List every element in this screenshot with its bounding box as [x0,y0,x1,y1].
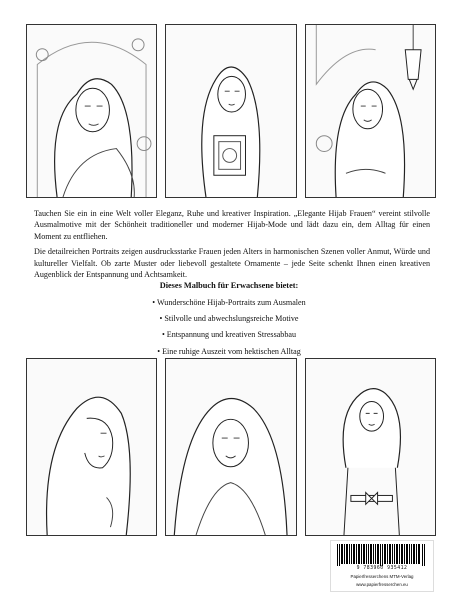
illustration-woman-portrait [165,358,296,536]
top-illustration-row [26,24,436,198]
illustration-woman-profile [26,358,157,536]
publisher-name: Papierfresserchens MTM-Verlag [350,574,414,579]
woman-profile-drawing [27,359,156,535]
illustration-woman-with-lantern [305,24,436,198]
woman-standing-drawing [306,359,435,535]
intro-paragraph-2: Die detailreichen Portraits zeigen ausdrucksstarke Frauen jeden Alters in harmonischen Szenen voller Anmut, Würde und kultureller Vielfalt. Ob zarte Muster oder liebevoll gestaltete Ornamente – jede Seite schenkt Ihnen einen kreativen Augenblick der Entspannung und Achtsamkeit. [34,247,430,280]
elder-woman-drawing [27,25,156,197]
features-list-item: • Wunderschöne Hijab-Portraits zum Ausmalen [152,298,306,307]
woman-with-book-drawing [166,25,295,197]
woman-portrait-drawing [166,359,295,535]
barcode-box [330,540,434,592]
features-list-item: • Stilvolle und abwechslungsreiche Motive [159,314,299,324]
isbn-number: 9 783960 935412 [356,566,408,571]
illustration-woman-with-book [165,24,296,198]
features-list-item: • Eine ruhige Auszeit vom hektischen Alltag [157,346,301,356]
illustration-woman-standing [305,358,436,536]
features-list [0,295,458,360]
barcode-icon [337,544,427,566]
publisher-url: www.papierfresserchen.eu [356,582,408,587]
features-title: Dieses Malbuch für Erwachsene bietet: [159,281,299,290]
intro-paragraph-1: Tauchen Sie ein in eine Welt voller Eleganz, Ruhe und kreativer Inspiration. „Elegante Hijab Frauen“ vereint stilvolle Ausmalmotive mit der Schönheit traditioneller und moderner Hijab-Mode und lädt dazu ein, dem Alltag für einen Moment zu entfliehen. [34,209,430,241]
intro-text [34,208,430,284]
features-list-item: • Entspannung und kreativen Stressabbau [161,330,297,340]
illustration-elder-woman-hijab [26,24,157,198]
woman-with-lantern-drawing [306,25,435,197]
bottom-illustration-row [26,358,436,536]
